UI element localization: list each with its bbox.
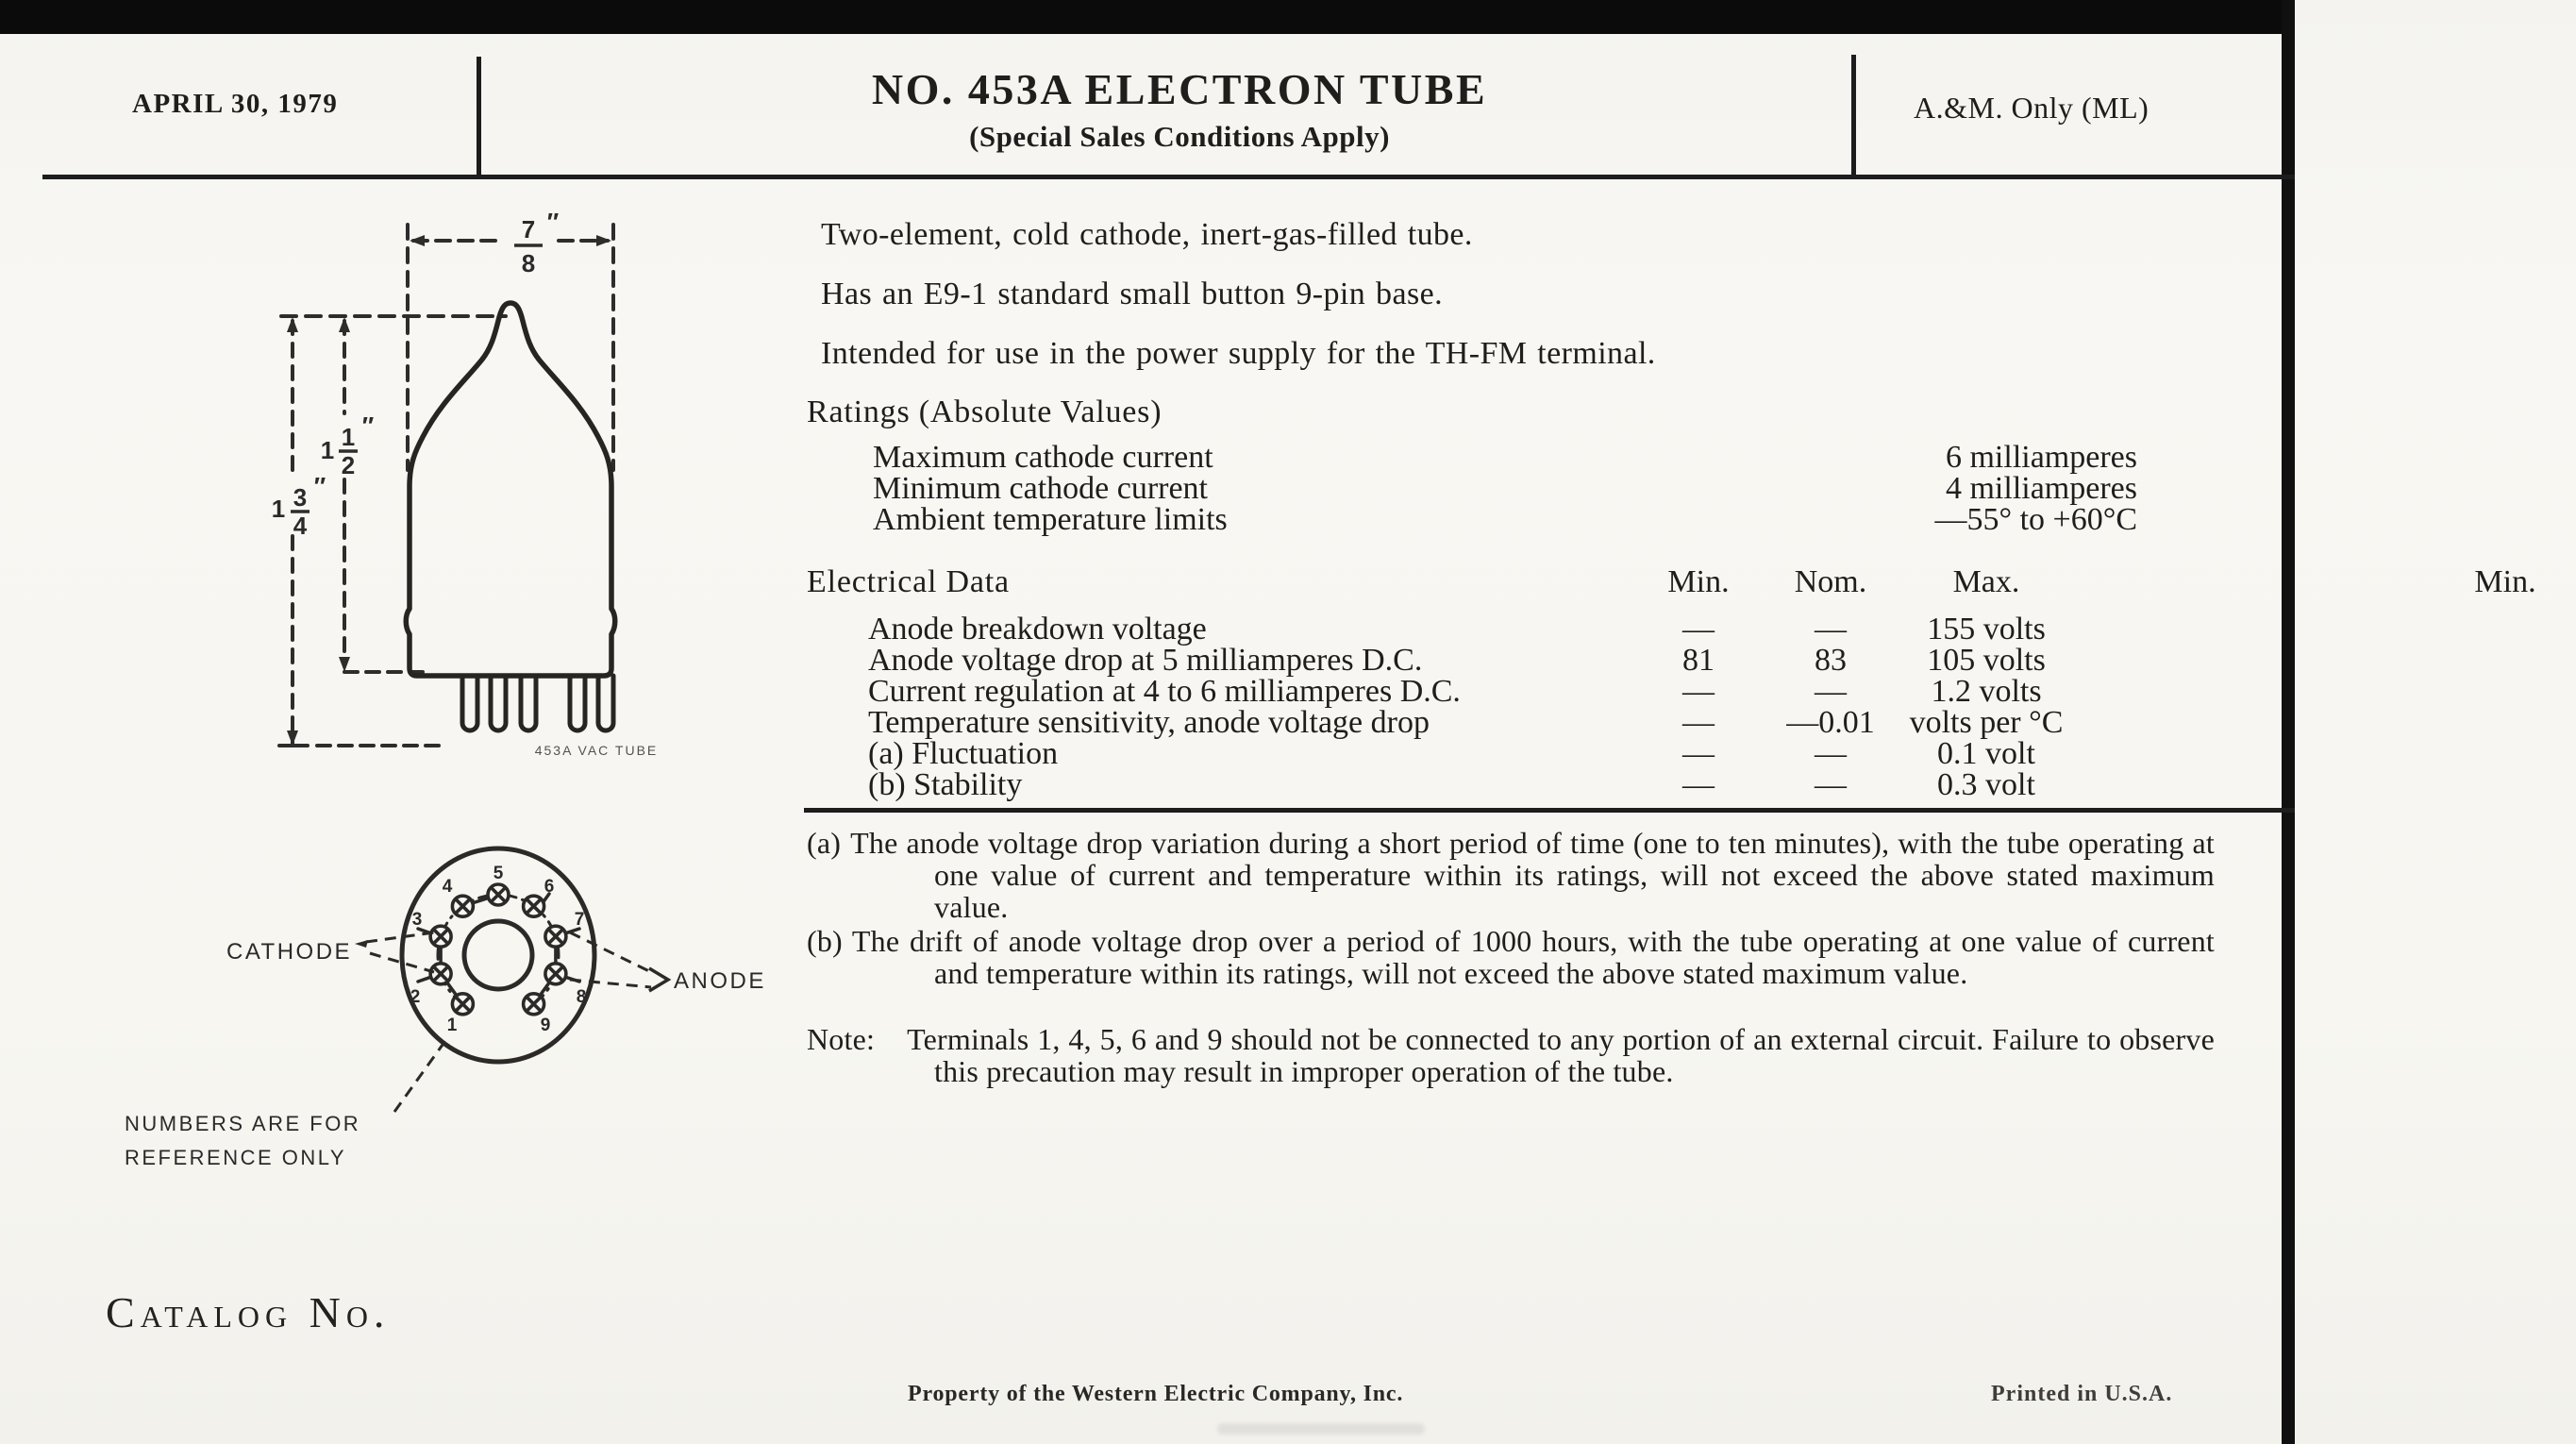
header-divider-left xyxy=(477,57,481,176)
electrical-row xyxy=(807,613,2298,645)
pin-5 xyxy=(488,884,509,905)
electrical-row xyxy=(807,707,2298,738)
basing-note-line2: REFERENCE ONLY xyxy=(125,1146,347,1169)
table-bottom-rule xyxy=(804,808,2295,813)
rating-label: Minimum cathode current xyxy=(873,471,1209,506)
pin-number-1: 1 xyxy=(446,1016,458,1035)
catalog-number-label: Catalog No. xyxy=(106,1288,391,1336)
rating-label: Ambient temperature limits xyxy=(873,502,1228,537)
pin-4 xyxy=(452,896,473,916)
pin-number-2: 2 xyxy=(410,987,421,1007)
distribution-note: A.&M. Only (ML) xyxy=(1914,91,2149,125)
pin-number-5: 5 xyxy=(493,864,504,883)
electrical-row xyxy=(807,769,2298,800)
row-max: 0.3 volt xyxy=(1937,767,2035,802)
inner-dim-whole: 1 xyxy=(320,436,335,464)
outline-caption: 453A VAC TUBE xyxy=(534,743,659,758)
column-header-nom: Nom. xyxy=(1794,564,1867,599)
pin-3 xyxy=(430,926,451,947)
rating-value: 6 milliamperes xyxy=(1945,440,2137,475)
footnote-label: Note: xyxy=(807,1022,876,1056)
row-max: 155 volts xyxy=(1927,612,2046,646)
terminal-note xyxy=(807,1023,2215,1087)
pin-number-4: 4 xyxy=(442,877,453,897)
row-min: — xyxy=(1682,736,1715,771)
pin-7 xyxy=(545,926,566,947)
header-divider-right xyxy=(1851,55,1856,179)
ratings-row xyxy=(807,442,2217,473)
tube-body xyxy=(406,303,615,730)
footnote-text: The drift of anode voltage drop over a period of 1000 hours, with the tube operating at one value of current and temperature within its ratings, will not exceed the above stated maximum value. xyxy=(851,924,2215,990)
pin-6 xyxy=(524,896,544,916)
scan-border-top xyxy=(0,0,2295,34)
row-min: — xyxy=(1682,705,1715,740)
electrical-heading: Electrical Data xyxy=(807,564,1010,599)
pin-8 xyxy=(545,964,566,984)
pin-number-8: 8 xyxy=(576,987,587,1007)
dimension-labels xyxy=(272,208,559,540)
pin-1 xyxy=(452,994,473,1015)
pin-number-9: 9 xyxy=(540,1016,551,1035)
row-label: Anode breakdown voltage xyxy=(868,612,1207,646)
row-min: 81 xyxy=(1682,643,1715,678)
page-subtitle: (Special Sales Conditions Apply) xyxy=(969,120,1390,153)
footnote-b xyxy=(807,925,2215,989)
row-max: volts per °C xyxy=(1909,705,2064,740)
width-frac-den: 8 xyxy=(521,249,536,277)
title-block xyxy=(661,64,1698,154)
anode-label: ANODE xyxy=(674,968,766,994)
row-max: 105 volts xyxy=(1927,643,2046,678)
ratings-heading: Ratings (Absolute Values) xyxy=(807,395,1163,429)
row-min: — xyxy=(1682,674,1715,709)
width-unit-mark: ″ xyxy=(546,208,560,236)
footnote-text: The anode voltage drop variation during a short period of time (one to ten minutes), with the tube operating at one value of current and temperature within its ratings, will not exceed the above stated maximum value. xyxy=(850,826,2215,924)
pin-number-6: 6 xyxy=(544,877,555,897)
row-nom: — xyxy=(1815,767,1847,802)
rating-value: —55° to +60°C xyxy=(1934,502,2137,537)
width-frac-num: 7 xyxy=(521,215,536,243)
row-label: Anode voltage drop at 5 milliamperes D.C. xyxy=(868,643,1423,678)
inner-frac-den: 2 xyxy=(341,451,356,479)
row-nom: — xyxy=(1815,612,1847,646)
page-title: NO. 453A ELECTRON TUBE xyxy=(871,65,1488,113)
row-label: Current regulation at 4 to 6 milliamperes D.C. xyxy=(868,674,1461,709)
header-rule xyxy=(42,175,2295,179)
rating-label: Maximum cathode current xyxy=(873,440,1213,475)
basing-note-line1: NUMBERS ARE FOR xyxy=(125,1112,361,1135)
tube-pins xyxy=(462,676,613,730)
row-label: Temperature sensitivity, anode voltage drop xyxy=(868,705,1430,740)
issue-date: APRIL 30, 1979 xyxy=(132,89,339,119)
footnote-label: (b) xyxy=(807,924,843,958)
inner-unit-mark: ″ xyxy=(361,411,375,440)
basing-pins xyxy=(430,884,566,1015)
scan-smudge xyxy=(1217,1423,1425,1435)
row-label: (b) Stability xyxy=(868,767,1023,802)
description-line: Intended for use in the power supply for the TH-FM terminal. xyxy=(821,336,1656,371)
row-nom: —0.01 xyxy=(1786,705,1875,740)
outer-dim-whole: 1 xyxy=(271,495,286,523)
outer-frac-num: 3 xyxy=(293,483,308,512)
row-min: — xyxy=(1682,612,1715,646)
row-label: (a) Fluctuation xyxy=(868,736,1059,771)
pin-number-7: 7 xyxy=(574,910,585,930)
electrical-row xyxy=(807,676,2298,707)
ratings-row xyxy=(807,473,2217,504)
footnote-text: Terminals 1, 4, 5, 6 and 9 should not be connected to any portion of an external circuit. Failure to observe this precaution may result in improper operation of the tube. xyxy=(907,1022,2215,1088)
description-line: Has an E9-1 standard small button 9-pin base. xyxy=(821,277,1443,311)
footnote-a xyxy=(807,827,2215,923)
pin-9 xyxy=(524,994,544,1015)
cathode-label: CATHODE xyxy=(226,939,353,965)
pin-number-3: 3 xyxy=(411,910,423,930)
column-header-max: Max. xyxy=(1952,564,2020,599)
outer-frac-den: 4 xyxy=(293,512,308,540)
row-nom: 83 xyxy=(1815,643,1847,678)
row-nom: — xyxy=(1815,736,1847,771)
column-header-min: Min. xyxy=(1667,564,1730,599)
row-min: — xyxy=(1682,767,1715,802)
outer-unit-mark: ″ xyxy=(313,472,326,500)
electrical-row xyxy=(807,645,2298,676)
column-header-min: Min. xyxy=(2474,564,2536,599)
pin-basing-diagram xyxy=(113,835,878,1184)
footer-property-note: Property of the Western Electric Company, Inc. xyxy=(908,1382,1404,1406)
ratings-row xyxy=(807,504,2217,535)
electrical-row xyxy=(807,738,2298,769)
dimension-lines xyxy=(279,225,613,746)
pin-2 xyxy=(430,964,451,984)
tube-outline-drawing xyxy=(255,193,698,779)
rating-value: 4 milliamperes xyxy=(1945,471,2137,506)
description-line: Two-element, cold cathode, inert-gas-filled tube. xyxy=(821,217,1473,252)
footer-printed-note: Printed in U.S.A. xyxy=(1991,1382,2173,1406)
inner-frac-num: 1 xyxy=(341,423,356,451)
row-max: 0.1 volt xyxy=(1937,736,2035,771)
row-nom: — xyxy=(1815,674,1847,709)
row-max: 1.2 volts xyxy=(1931,674,2042,709)
footnote-label: (a) xyxy=(807,826,842,860)
